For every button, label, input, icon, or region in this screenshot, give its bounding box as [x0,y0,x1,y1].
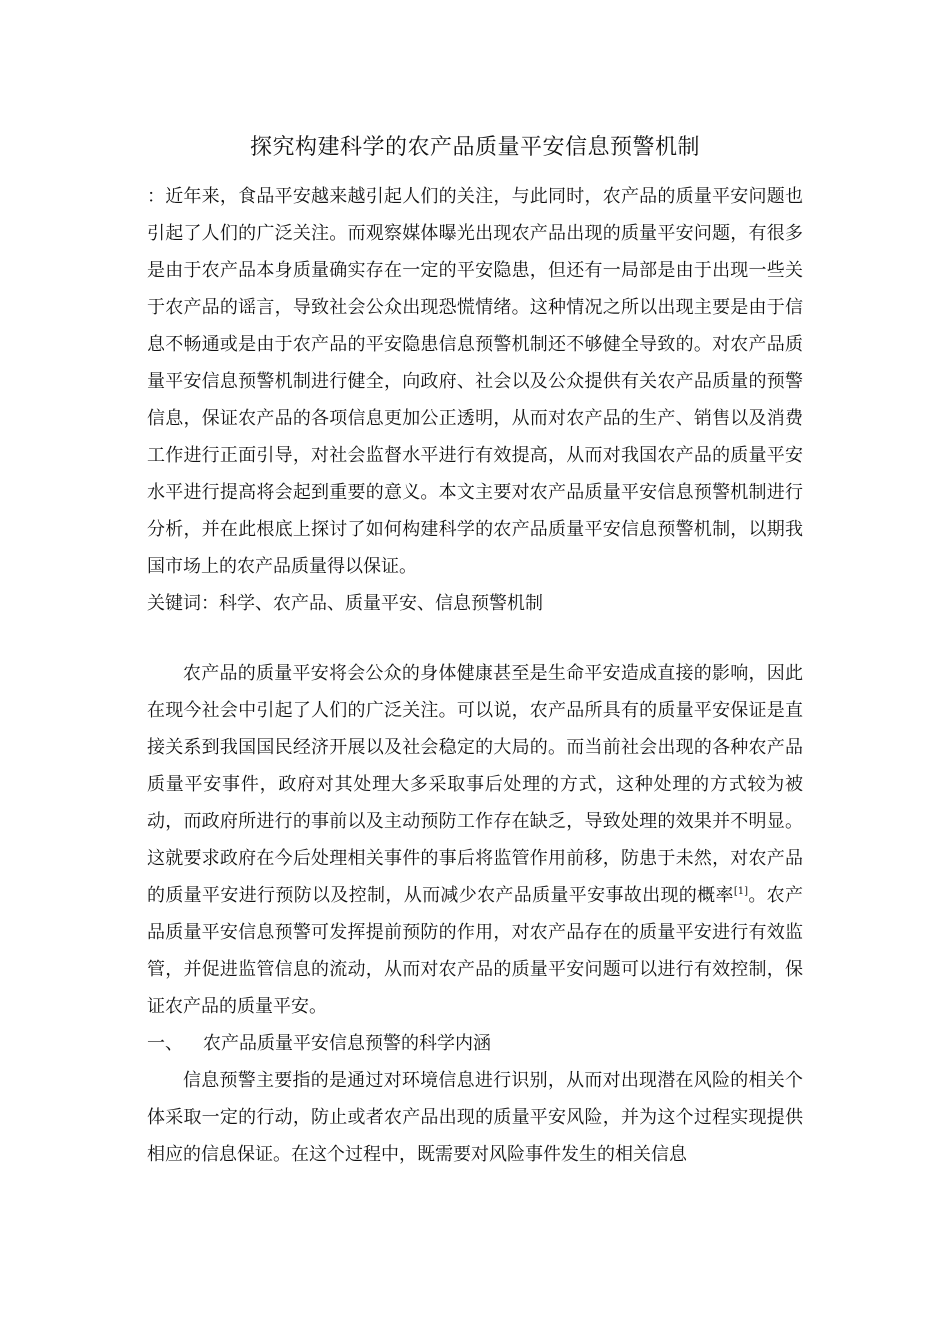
citation-marker: [1] [733,886,748,897]
intro-paragraph [147,655,803,1025]
abstract-paragraph: ：近年来，食品平安越来越引起人们的关注，与此同时，农产品的质量平安问题也引起了人们的广泛关注。而观察媒体曝光出现农产品出现的质量平安问题，有很多是由于农产品本身质量确实存在一定的平安隐患，但还有一局部是由于出现一些关于农产品的谣言，导致社会公众出现恐慌情绪。这种情况之所以出现主要是由于信息不畅通或是由于农产品的平安隐患信息预警机制还不够健全导致的。对农产品质量平安信息预警机制进行健全，向政府、社会以及公众提供有关农产品质量的预警信息，保证农产品的各项信息更加公正透明，从而对农产品的生产、销售以及消费工作进行正面引导，对社会监督水平进行有效提高，从而对我国农产品的质量平安水平进行提高将会起到重要的意义。本文主要对农产品质量平安信息预警机制进行分析，并在此根底上探讨了如何构建科学的农产品质量平安信息预警机制，以期我国市场上的农产品质量得以保证。 [147,186,803,577]
keywords-line: 关键词：科学、农产品、质量平安、信息预警机制 [147,593,543,614]
intro-text-part2: 。农产品质量平安信息预警可发挥提前预防的作用，对农产品存在的质量平安进行有效监管，并促进监管信息的流动，从而对农产品的质量平安问题可以进行有效控制，保证农产品的质量平安。 [147,885,803,1017]
document-title: 探究构建科学的农产品质量平安信息预警机制 [249,135,700,160]
section-paragraph: 信息预警主要指的是通过对环境信息进行识别，从而对出现潜在风险的相关个体采取一定的行动，防止或者农产品出现的质量平安风险，并为这个过程实现提供相应的信息保证。在这个过程中，既需要对风险事件发生的相关信息 [147,1070,803,1165]
section-heading [147,1025,803,1062]
section-title: 农产品质量平安信息预警的科学内涵 [203,1033,491,1054]
section-number: 一、 [147,1033,183,1054]
intro-text-part1: 农产品的质量平安将会公众的身体健康甚至是生命平安造成直接的影响，因此在现今社会中引起了人们的广泛关注。可以说，农产品所具有的质量平安保证是直接关系到我国国民经济开展以及社会稳定的大局的。而当前社会出现的各种农产品质量平安事件，政府对其处理大多采取事后处理的方式，这种处理的方式较为被动，而政府所进行的事前以及主动预防工作存在缺乏，导致处理的效果并不明显。这就要求政府在今后处理相关事件的事后将监管作用前移，防患于未然，对农产品的质量平安进行预防以及控制，从而减少农产品质量平安事故出现的概率 [147,663,803,906]
document-page [147,128,803,1173]
